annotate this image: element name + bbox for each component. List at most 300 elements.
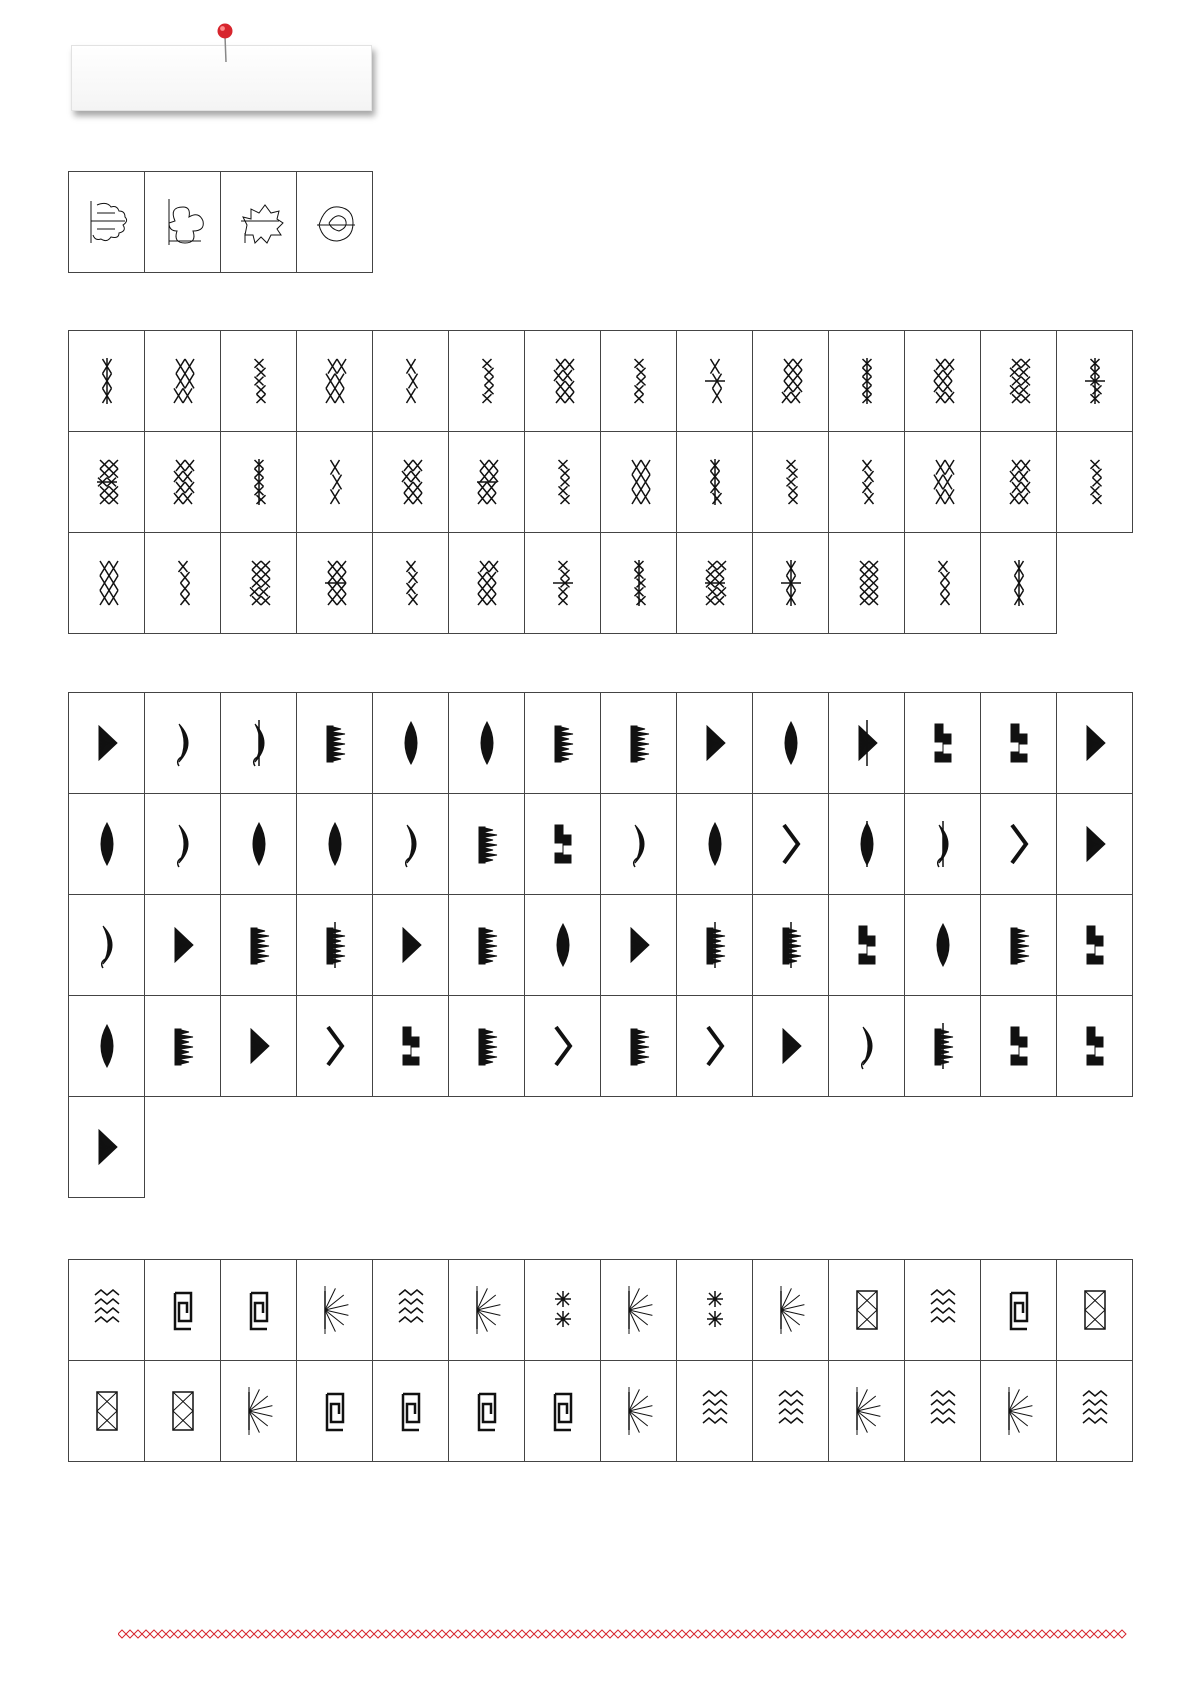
stitch-cell[interactable] — [69, 794, 145, 895]
clover-leaf-icon — [161, 195, 205, 249]
divider-diamond — [1118, 1630, 1126, 1638]
divider-diamond — [286, 1630, 294, 1638]
divider-diamond — [494, 1630, 502, 1638]
stitch-cell[interactable] — [601, 432, 677, 533]
fan-open-icon — [389, 1384, 433, 1438]
stitch-cell[interactable] — [69, 172, 145, 273]
x-icon — [693, 455, 737, 509]
divider-diamond — [438, 1630, 446, 1638]
stitch-cell[interactable] — [677, 1361, 753, 1462]
stitch-cell[interactable] — [905, 996, 981, 1097]
stitch-cell[interactable] — [905, 533, 981, 634]
s-leaf-icon — [769, 918, 813, 972]
stitch-cell[interactable] — [449, 1260, 525, 1361]
stitch-cell[interactable] — [221, 1260, 297, 1361]
stair-right-icon — [465, 817, 509, 871]
stitch-cell[interactable] — [449, 895, 525, 996]
divider-diamond — [182, 1630, 190, 1638]
stitch-cell[interactable] — [525, 996, 601, 1097]
divider-diamond — [1046, 1630, 1054, 1638]
stitch-cell[interactable] — [981, 1260, 1057, 1361]
stitch-cell[interactable] — [677, 432, 753, 533]
chevron-stack-icon — [85, 1019, 129, 1073]
stitch-cell[interactable] — [601, 331, 677, 432]
divider-diamond — [398, 1630, 406, 1638]
stitch-cell[interactable] — [373, 996, 449, 1097]
leaf-drop-icon — [845, 918, 889, 972]
stitch-cell[interactable] — [981, 794, 1057, 895]
snowflake-icon — [921, 455, 965, 509]
stitch-cell[interactable] — [829, 895, 905, 996]
tick-bar-icon — [541, 354, 585, 408]
stitch-cell[interactable] — [297, 172, 373, 273]
divider-diamond — [1038, 1630, 1046, 1638]
wave-icon — [845, 716, 889, 770]
stitch-cell[interactable] — [905, 895, 981, 996]
fan-full-icon — [313, 1384, 357, 1438]
fishbone-icon — [237, 1283, 281, 1337]
divider-diamond — [830, 1630, 838, 1638]
stitch-cell[interactable] — [69, 432, 145, 533]
stitch-cell[interactable] — [525, 331, 601, 432]
chevron-right-icon — [769, 817, 813, 871]
divider-diamond — [998, 1630, 1006, 1638]
note-leaf-icon — [693, 918, 737, 972]
divider-diamond — [310, 1630, 318, 1638]
stitch-cell[interactable] — [525, 693, 601, 794]
divider-diamond — [662, 1630, 670, 1638]
stitch-cell[interactable] — [1057, 432, 1133, 533]
y-fork-icon — [389, 455, 433, 509]
stitch-cell[interactable] — [145, 1260, 221, 1361]
stitch-cell[interactable] — [221, 895, 297, 996]
divider-diamond — [910, 1630, 918, 1638]
stitch-cell[interactable] — [297, 1260, 373, 1361]
divider-diamond — [374, 1630, 382, 1638]
x-chain-icon — [237, 556, 281, 610]
step-zig-icon — [237, 716, 281, 770]
stitch-cell[interactable] — [145, 533, 221, 634]
stitch-cell[interactable] — [297, 693, 373, 794]
zig-box-icon — [541, 1384, 585, 1438]
stitch-cell[interactable] — [829, 432, 905, 533]
stitch-cell[interactable] — [753, 895, 829, 996]
stitch-cell[interactable] — [145, 794, 221, 895]
divider-diamond — [222, 1630, 230, 1638]
triangle-right-icon — [161, 1019, 205, 1073]
divider-diamond — [750, 1630, 758, 1638]
chevron-icon — [465, 455, 509, 509]
stitch-cell[interactable] — [525, 794, 601, 895]
dot-chain-icon — [997, 817, 1041, 871]
stitch-cell[interactable] — [145, 895, 221, 996]
divider-diamond — [406, 1630, 414, 1638]
zigzag-x-icon — [313, 556, 357, 610]
x-icon — [541, 455, 585, 509]
stitch-cell[interactable] — [1057, 1260, 1133, 1361]
stitch-cell[interactable] — [829, 1361, 905, 1462]
stitch-cell[interactable] — [1057, 331, 1133, 432]
stitch-cell[interactable] — [601, 996, 677, 1097]
stitch-cell[interactable] — [677, 1260, 753, 1361]
x-star-icon — [161, 455, 205, 509]
stitch-cell[interactable] — [69, 331, 145, 432]
fan-rays-icon — [237, 1384, 281, 1438]
divider-diamond — [806, 1630, 814, 1638]
bowtie-icon — [161, 354, 205, 408]
divider-diamond — [1054, 1630, 1062, 1638]
divider-diamond — [318, 1630, 326, 1638]
moon-star-icon — [997, 918, 1041, 972]
block-stair-icon — [921, 354, 965, 408]
divider-diamond — [430, 1630, 438, 1638]
x-icon — [85, 455, 129, 509]
stitch-cell[interactable] — [829, 1260, 905, 1361]
blade-icon — [769, 1019, 813, 1073]
divider-diamond — [550, 1630, 558, 1638]
divider-diamond — [638, 1630, 646, 1638]
divider-diamond — [1086, 1630, 1094, 1638]
grid-star-icon — [313, 1283, 357, 1337]
stitch-cell[interactable] — [829, 794, 905, 895]
stitch-cell[interactable] — [981, 996, 1057, 1097]
divider-diamond — [590, 1630, 598, 1638]
diamond-flower-icon — [997, 354, 1041, 408]
stitch-cell[interactable] — [905, 432, 981, 533]
stitch-cell[interactable] — [145, 172, 221, 273]
stitch-cell[interactable] — [525, 1260, 601, 1361]
stitch-cell[interactable] — [753, 794, 829, 895]
stitch-cell[interactable] — [69, 533, 145, 634]
divider-diamond — [1078, 1630, 1086, 1638]
scroll-icon — [237, 918, 281, 972]
stitch-cell[interactable] — [1057, 794, 1133, 895]
stitch-cell[interactable] — [601, 895, 677, 996]
divider-diamond — [870, 1630, 878, 1638]
circle-stem-icon — [541, 1283, 585, 1337]
spine-icon — [693, 1384, 737, 1438]
stitch-cell[interactable] — [297, 794, 373, 895]
divider-diamond — [486, 1630, 494, 1638]
divider-diamond — [454, 1630, 462, 1638]
divider-diamond — [718, 1630, 726, 1638]
stitch-cell[interactable] — [677, 996, 753, 1097]
crescent-icon — [769, 455, 813, 509]
stitch-cell[interactable] — [753, 693, 829, 794]
stitch-cell[interactable] — [981, 331, 1057, 432]
divider-diamond — [598, 1630, 606, 1638]
grid-x-icon — [1073, 455, 1117, 509]
divider-diamond — [1062, 1630, 1070, 1638]
stitch-cell[interactable] — [221, 693, 297, 794]
swirl-icon — [465, 716, 509, 770]
stitch-cell[interactable] — [145, 996, 221, 1097]
stitch-cell[interactable] — [677, 331, 753, 432]
greek-block-icon — [1073, 1283, 1117, 1337]
divider-diamond — [558, 1630, 566, 1638]
stitch-cell[interactable] — [297, 996, 373, 1097]
flower-4-icon — [693, 716, 737, 770]
stitch-cell[interactable] — [69, 996, 145, 1097]
divider-diamond — [254, 1630, 262, 1638]
cross-arrow-icon — [997, 556, 1041, 610]
chevron-right-icon — [161, 716, 205, 770]
stitch-cell[interactable] — [829, 331, 905, 432]
stitch-cell[interactable] — [297, 1361, 373, 1462]
push-pin-icon — [212, 22, 238, 64]
cross-arrow-icon — [845, 556, 889, 610]
stitch-cell[interactable] — [1057, 693, 1133, 794]
divider-diamond — [950, 1630, 958, 1638]
lattice-icon — [1073, 354, 1117, 408]
divider-diamond — [694, 1630, 702, 1638]
stitch-cell[interactable] — [297, 331, 373, 432]
stitch-cell[interactable] — [525, 432, 601, 533]
arrow-marks-icon — [769, 1384, 813, 1438]
stitch-cell[interactable] — [221, 1361, 297, 1462]
divider-diamond — [358, 1630, 366, 1638]
pineapple-icon — [921, 817, 965, 871]
stitch-cell[interactable] — [69, 693, 145, 794]
stitch-cell[interactable] — [753, 533, 829, 634]
star-x-icon — [617, 354, 661, 408]
heart-leaf-icon — [313, 195, 357, 249]
divider-diamond — [478, 1630, 486, 1638]
jag-edge-icon — [465, 1384, 509, 1438]
stitch-cell[interactable] — [373, 895, 449, 996]
stitch-cell[interactable] — [373, 331, 449, 432]
divider-diamond — [382, 1630, 390, 1638]
divider-diamond — [518, 1630, 526, 1638]
stitch-cell[interactable] — [373, 432, 449, 533]
stitch-cell[interactable] — [145, 693, 221, 794]
crown-icon — [85, 918, 129, 972]
stitch-cell[interactable] — [221, 794, 297, 895]
stitch-cell[interactable] — [525, 895, 601, 996]
stitch-cell[interactable] — [449, 533, 525, 634]
x-box-icon — [769, 1283, 813, 1337]
x-bar-icon — [389, 354, 433, 408]
cross-stitch-table — [68, 330, 1133, 634]
corner-stripe-icon — [617, 716, 661, 770]
stitch-cell[interactable] — [449, 1361, 525, 1462]
divider-diamond — [150, 1630, 158, 1638]
stitch-cell[interactable] — [601, 1260, 677, 1361]
v-zig-icon — [845, 354, 889, 408]
stitch-cell[interactable] — [373, 533, 449, 634]
divider-diamond — [1014, 1630, 1022, 1638]
divider-diamond — [934, 1630, 942, 1638]
divider-diamond — [702, 1630, 710, 1638]
stitch-cell[interactable] — [145, 432, 221, 533]
stitch-cell[interactable] — [905, 794, 981, 895]
divider-diamond — [126, 1630, 134, 1638]
divider-diamond — [270, 1630, 278, 1638]
stitch-cell[interactable] — [525, 533, 601, 634]
grid-x-icon — [997, 455, 1041, 509]
stitch-cell[interactable] — [829, 693, 905, 794]
divider-diamond — [1006, 1630, 1014, 1638]
stitch-cell[interactable] — [69, 895, 145, 996]
stitch-cell[interactable] — [373, 1260, 449, 1361]
divider-diamond — [654, 1630, 662, 1638]
stitch-cell[interactable] — [601, 693, 677, 794]
divider-diamond — [414, 1630, 422, 1638]
tick-bar-icon — [465, 354, 509, 408]
stair-outline-icon — [389, 817, 433, 871]
stitch-cell[interactable] — [221, 432, 297, 533]
divider-diamond — [390, 1630, 398, 1638]
fan-spike-icon — [693, 817, 737, 871]
stitch-cell[interactable] — [525, 1361, 601, 1462]
x-cross-icon — [237, 455, 281, 509]
hourglass-x-icon — [389, 1019, 433, 1073]
star-pair-icon — [389, 1283, 433, 1337]
wheat-icon — [161, 556, 205, 610]
stitch-cell[interactable] — [981, 693, 1057, 794]
stitch-cell[interactable] — [601, 533, 677, 634]
arrow-x-icon — [845, 455, 889, 509]
divider-diamond — [574, 1630, 582, 1638]
divider-diamond — [142, 1630, 150, 1638]
stitch-cell[interactable] — [753, 432, 829, 533]
stitch-cell[interactable] — [677, 693, 753, 794]
double-x-icon — [313, 354, 357, 408]
stitch-cell[interactable] — [69, 1260, 145, 1361]
heart-curl-icon — [1073, 1019, 1117, 1073]
stitch-cell[interactable] — [601, 1361, 677, 1462]
divider-diamond — [1022, 1630, 1030, 1638]
divider-diamond — [678, 1630, 686, 1638]
divider-diamond — [446, 1630, 454, 1638]
divider-diamond — [334, 1630, 342, 1638]
stitch-cell[interactable] — [753, 331, 829, 432]
divider-diamond — [262, 1630, 270, 1638]
divider-diamond — [206, 1630, 214, 1638]
divider-diamond — [862, 1630, 870, 1638]
stitch-cell[interactable] — [373, 1361, 449, 1462]
knot-icon — [85, 1283, 129, 1337]
stitch-cell[interactable] — [753, 1260, 829, 1361]
stitch-cell[interactable] — [905, 1260, 981, 1361]
x-icon — [237, 354, 281, 408]
eye-chain-icon — [465, 1283, 509, 1337]
stitch-cell[interactable] — [753, 996, 829, 1097]
hook-icon — [997, 1283, 1041, 1337]
stitch-cell[interactable] — [373, 794, 449, 895]
hexa-box-icon — [693, 1283, 737, 1337]
stitch-cell[interactable] — [145, 1361, 221, 1462]
comb-block-icon — [161, 817, 205, 871]
applique-stitch-table — [68, 171, 373, 273]
divider-diamond — [1070, 1630, 1078, 1638]
spiral-square-icon — [921, 1283, 965, 1337]
stitch-cell[interactable] — [449, 331, 525, 432]
divider-diamond — [366, 1630, 374, 1638]
stitch-cell[interactable] — [905, 693, 981, 794]
divider-diamond — [350, 1630, 358, 1638]
stitch-cell[interactable] — [221, 172, 297, 273]
stitch-cell[interactable] — [449, 794, 525, 895]
stitch-cell[interactable] — [221, 331, 297, 432]
stitch-cell[interactable] — [449, 996, 525, 1097]
stitch-cell[interactable] — [753, 1361, 829, 1462]
stitch-cell[interactable] — [829, 996, 905, 1097]
divider-diamond — [734, 1630, 742, 1638]
stitch-cell[interactable] — [449, 432, 525, 533]
stitch-cell[interactable] — [297, 432, 373, 533]
divider-diamond — [846, 1630, 854, 1638]
divider-diamond — [502, 1630, 510, 1638]
divider-diamond — [670, 1630, 678, 1638]
scroll-line-icon — [313, 918, 357, 972]
divider-diamond — [974, 1630, 982, 1638]
diamond-icon — [693, 1019, 737, 1073]
stitch-cell[interactable] — [981, 1361, 1057, 1462]
stitch-cell[interactable] — [69, 1097, 145, 1198]
stitch-cell[interactable] — [1057, 996, 1133, 1097]
fan-half-icon — [465, 1019, 509, 1073]
divider-diamond — [790, 1630, 798, 1638]
stitch-cell[interactable] — [981, 533, 1057, 634]
x-icon — [85, 354, 129, 408]
stitch-cell[interactable] — [145, 331, 221, 432]
triangle-right-icon — [313, 716, 357, 770]
divider-diamond — [838, 1630, 846, 1638]
x-branch-icon — [389, 556, 433, 610]
cross-fish-icon — [541, 556, 585, 610]
stitch-cell[interactable] — [905, 1361, 981, 1462]
divider-diamond — [918, 1630, 926, 1638]
chevron-hollow-icon — [921, 716, 965, 770]
stitch-cell[interactable] — [373, 693, 449, 794]
stitch-cell[interactable] — [677, 895, 753, 996]
stitch-cell[interactable] — [69, 1361, 145, 1462]
divider-diamond — [606, 1630, 614, 1638]
stitch-divider-line — [118, 1626, 1130, 1642]
asterisk-pair-icon — [921, 1384, 965, 1438]
divider-diamond — [726, 1630, 734, 1638]
stitch-cell[interactable] — [297, 533, 373, 634]
leaf-point-icon — [769, 716, 813, 770]
chevron-outline-icon — [161, 1384, 205, 1438]
stitch-cell[interactable] — [677, 533, 753, 634]
stitch-cell[interactable] — [1057, 895, 1133, 996]
stitch-cell[interactable] — [981, 432, 1057, 533]
divider-diamond — [766, 1630, 774, 1638]
stitch-cell[interactable] — [221, 533, 297, 634]
greek-key-icon — [541, 716, 585, 770]
stitch-cell[interactable] — [1057, 1361, 1133, 1462]
diamond-icon — [389, 716, 433, 770]
stitch-cell[interactable] — [829, 533, 905, 634]
stitch-cell[interactable] — [449, 693, 525, 794]
divider-diamond — [238, 1630, 246, 1638]
stair-down-icon — [313, 817, 357, 871]
stitch-cell[interactable] — [677, 794, 753, 895]
stitch-cell[interactable] — [221, 996, 297, 1097]
divider-diamond — [990, 1630, 998, 1638]
stitch-cell[interactable] — [981, 895, 1057, 996]
stitch-cell[interactable] — [601, 794, 677, 895]
stitch-cell[interactable] — [905, 331, 981, 432]
divider-diamond — [174, 1630, 182, 1638]
divider-diamond — [758, 1630, 766, 1638]
divider-diamond — [134, 1630, 142, 1638]
divider-diamond — [526, 1630, 534, 1638]
divider-diamond — [510, 1630, 518, 1638]
stitch-cell[interactable] — [297, 895, 373, 996]
